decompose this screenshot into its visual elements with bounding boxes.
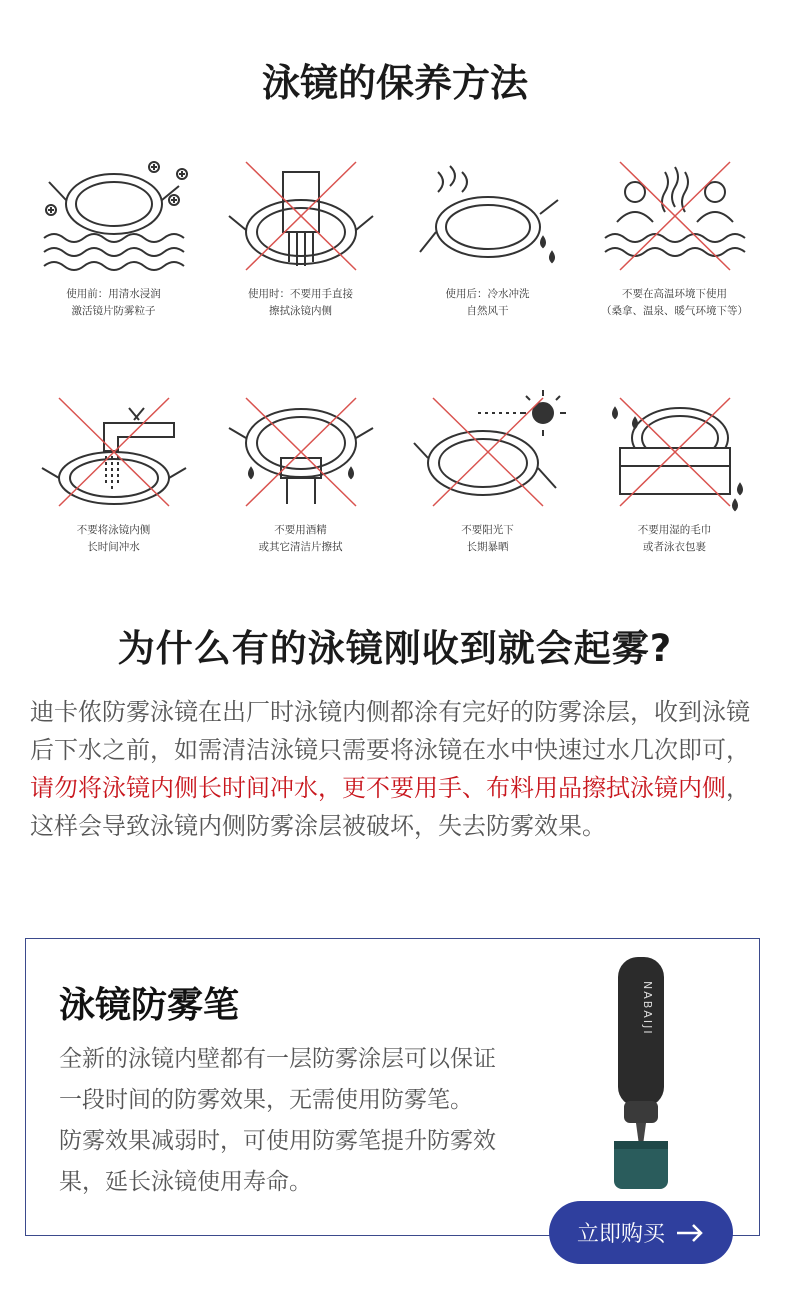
care-title: 泳镜的保养方法 [261,61,528,105]
care-caption: 不要用湿的毛巾 [637,524,712,536]
description-line: 全新的泳镜内壁都有一层防雾涂层可以保证 [59,1046,496,1072]
care-item-no-sun [394,388,581,556]
pen-brand-text: NABAIJI [641,981,654,1036]
care-item-before-use [20,152,207,320]
arrow-right-icon [675,1223,705,1243]
care-caption: 使用后：冷水冲洗 [445,288,530,300]
care-caption: （桑拿、温泉、暖气环境下等） [601,305,748,317]
fog-question-title: 为什么有的泳镜刚收到就会起雾? [117,627,673,670]
care-caption: 自然风干 [466,305,509,317]
product-description [59,1039,579,1203]
buy-now-button[interactable] [549,1201,733,1264]
care-item-no-hand [207,152,394,320]
care-caption: 擦拭泳镜内侧 [269,305,332,317]
no-hand-wipe-icon [221,152,381,282]
description-line: 防雾效果减弱时，可使用防雾笔提升防雾效 [59,1128,496,1154]
product-title: 泳镜防雾笔 [59,985,240,1026]
care-item-no-alcohol [207,388,394,556]
goggles-water-icon [34,152,194,282]
care-caption: 使用时：不要用手直接 [248,288,353,300]
explanation-text: ，这样会导致泳镜内侧防雾涂层被破坏，失去防雾效果。 [30,774,750,840]
no-long-rinse-icon [34,388,194,518]
care-caption: 长期暴晒 [466,541,509,553]
care-caption: 激活镜片防雾粒子 [71,305,156,317]
description-line: 一段时间的防雾效果，无需使用防雾笔。 [59,1087,473,1113]
care-caption: 不要将泳镜内侧 [76,524,151,536]
warning-text: 请勿将泳镜内侧长时间冲水，更不要用手、布料用品擦拭泳镜内侧 [30,774,726,802]
care-item-no-long-rinse [20,388,207,556]
care-item-after-use [394,152,581,320]
care-item-no-wet-towel [581,388,768,556]
anti-fog-pen-image [606,951,676,1191]
care-caption: 使用前：用清水浸润 [66,288,161,300]
care-caption: 长时间冲水 [87,541,140,553]
care-caption: 或者泳衣包裹 [643,541,706,553]
no-alcohol-wipe-icon [221,388,381,518]
no-wet-towel-icon [595,388,755,518]
description-line: 果，延长泳镜使用寿命。 [59,1169,312,1195]
product-card [25,938,760,1236]
fog-explanation [30,693,765,845]
care-caption: 不要阳光下 [461,524,514,536]
care-item-no-heat [581,152,768,320]
goggles-rinse-icon [408,152,568,282]
care-caption: 不要用酒精 [274,524,327,536]
care-caption: 不要在高温环境下使用 [622,288,727,300]
care-caption: 或其它清洁片擦拭 [258,541,343,553]
explanation-text: 迪卡侬防雾泳镜在出厂时泳镜内侧都涂有完好的防雾涂层，收到泳镜后下水之前，如需清洁泳镜只需要将泳镜在水中快速过水几次即可， [30,698,750,764]
buy-now-label: 立即购买 [576,1222,665,1247]
no-hot-environment-icon [595,152,755,282]
no-sunlight-icon [408,388,568,518]
